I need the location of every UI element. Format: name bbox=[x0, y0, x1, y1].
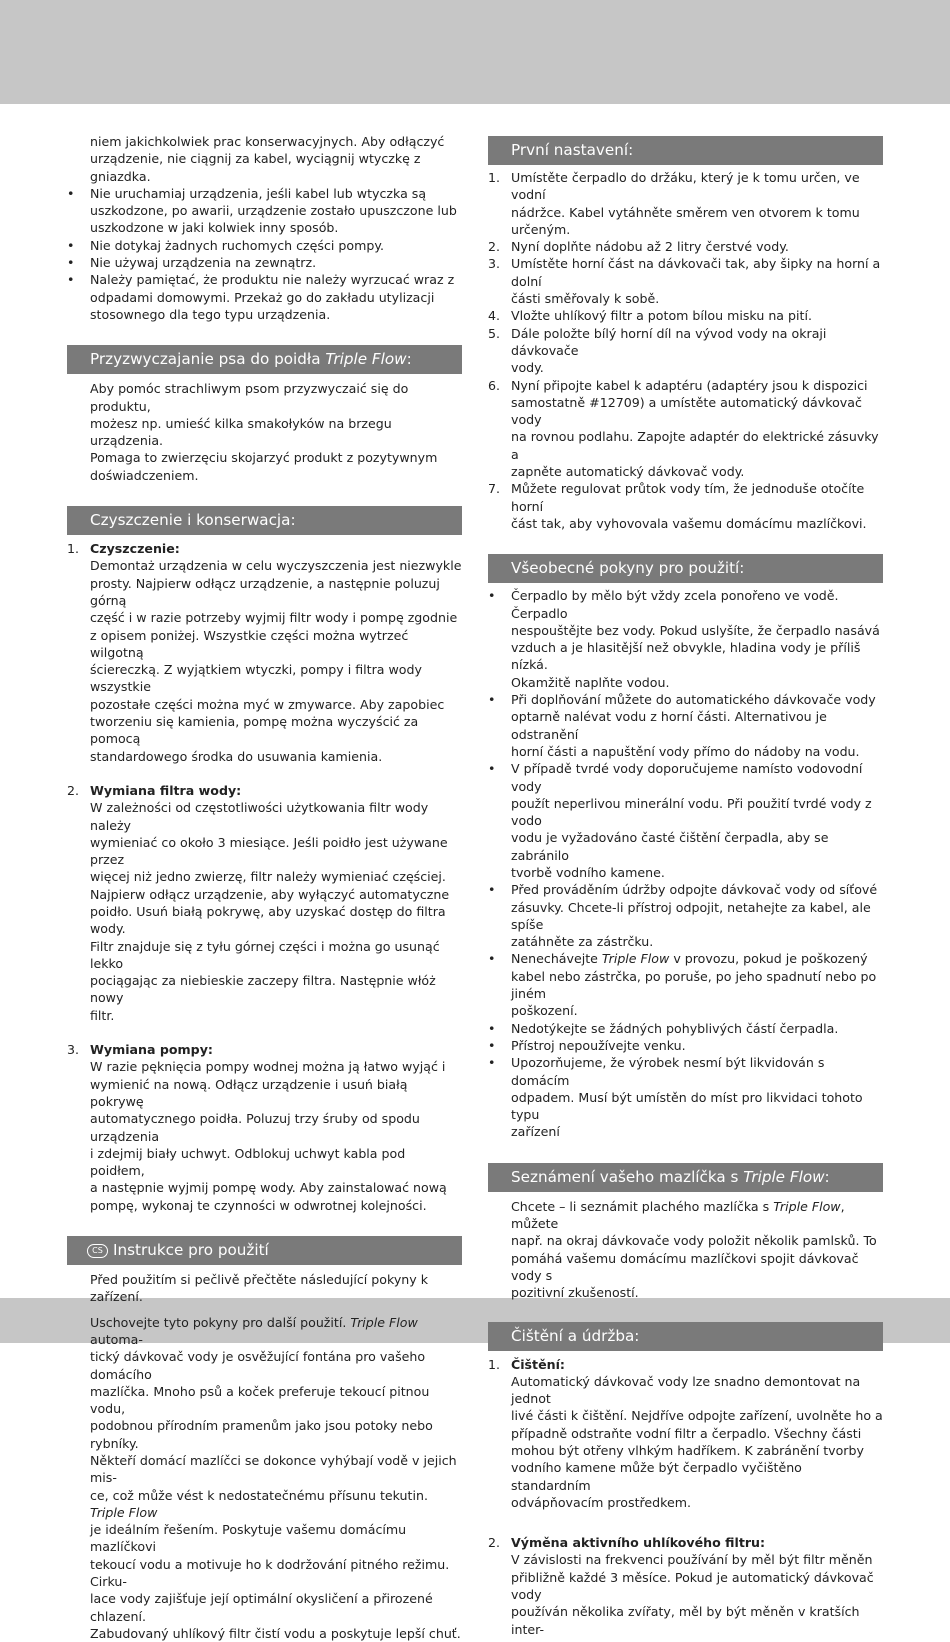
heading-suffix: : bbox=[824, 1167, 830, 1186]
item-number: 2. bbox=[67, 782, 80, 798]
text-line: • Nie uruchamiaj urządzenia, jeśli kabel lub wtyczka są bbox=[90, 185, 427, 201]
text-line: V závislosti na frekvenci používání by měl být filtr měněn bbox=[511, 1552, 873, 1568]
cs-intro bbox=[67, 1271, 462, 1642]
list-item bbox=[488, 760, 883, 881]
text-line: uszkodzone w jaki kolwiek inny sposób. bbox=[90, 220, 339, 236]
text-line: pociągając za niebieskie zaczepy filtra. Następnie włóż nowy bbox=[90, 973, 436, 1006]
text-line: automatycznego poidła. Poluzuj trzy śruby od spodu urządzenia bbox=[90, 1111, 420, 1144]
text-line: niem jakichkolwiek prac konserwacyjnych. Aby odłączyć bbox=[90, 134, 445, 149]
heading-suffix: : bbox=[406, 350, 412, 369]
list-item bbox=[488, 1356, 883, 1512]
text-line: použít neperlivou minerální vodu. Při použití tvrdé vody z vodo bbox=[511, 795, 872, 829]
text-line: např. na okraj dávkovače vody položit několik pamlsků. To bbox=[511, 1233, 877, 1249]
heading-text: Instrukce pro použití bbox=[113, 1241, 269, 1260]
text-line: • Nie dotykaj żadnych ruchomych części pompy. bbox=[90, 237, 385, 253]
text-line: z opisem poniżej. Wszystkie części można wytrzeć wilgotną bbox=[90, 627, 409, 660]
text-line: Můžete regulovat průtok vody tím, že jednoduše otočíte horní bbox=[511, 481, 865, 514]
text-line: zásuvky. Chcete-li přístroj odpojit, netahejte za kabel, ale spíše bbox=[511, 899, 871, 932]
text-line: Dále položte bílý horní díl na vývod vody na okraji dávkovače bbox=[511, 325, 827, 358]
list-item bbox=[488, 950, 883, 1019]
item-number: 1. bbox=[488, 170, 501, 185]
text-line: část tak, aby vyhovovala vašemu domácímu mazlíčkovi. bbox=[511, 515, 867, 531]
heading-text: První nastavení: bbox=[511, 141, 634, 159]
text-line: určeným. bbox=[511, 221, 571, 237]
text-line: livé části k čištění. Nejdříve odpojte zařízení, uvolněte ho a bbox=[511, 1408, 883, 1424]
heading-general-instructions bbox=[488, 554, 883, 583]
item-number: 5. bbox=[488, 325, 501, 341]
text-line: vodu je vyžadováno časté čištění čerpadla, aby se zabránilo bbox=[511, 830, 829, 863]
right-column bbox=[488, 136, 883, 1638]
list-item bbox=[67, 1041, 462, 1214]
list-item bbox=[488, 1037, 883, 1054]
text-line: zařízení bbox=[511, 1124, 560, 1140]
list-item bbox=[488, 377, 883, 481]
item-number: 1. bbox=[488, 1356, 501, 1372]
list-item bbox=[488, 1534, 883, 1638]
text-line: pozitivní zkušeností. bbox=[511, 1285, 639, 1301]
text-line: Demontaż urządzenia w celu wyczyszczenia jest niezwykle bbox=[90, 558, 462, 574]
text-line: uszkodzone, po awarii, urządzenie zostało upuszczone lub bbox=[90, 203, 457, 219]
heading-habituation bbox=[67, 345, 462, 374]
list-item bbox=[488, 325, 883, 377]
text-line: Někteří domácí mazlíčci se dokonce vyhýbají vodě v jejich mis- bbox=[90, 1453, 457, 1486]
text-line: wymieniać co około 3 miesiące. Jeśli poidło jest używane przez bbox=[90, 834, 448, 868]
text-line: • Čerpadlo by mělo být vždy zcela ponořeno ve vodě. Čerpadlo bbox=[511, 588, 839, 621]
text-line: tekoucí vodu a motivuje ho k dodržování pitného režimu. Cirku- bbox=[90, 1556, 450, 1590]
text-line: Automatický dávkovač vody lze snadno demontovat na jednot bbox=[511, 1373, 861, 1407]
text-line: • Nie używaj urządzenia na zewnątrz. bbox=[90, 255, 317, 271]
text-line: vodního kamene může být čerpadlo vyčištěno standardním bbox=[511, 1460, 802, 1493]
item-heading: Čištění: bbox=[511, 1356, 565, 1372]
text-line: nespouštějte bez vody. Pokud uslyšíte, že čerpadlo nasává bbox=[511, 622, 880, 638]
text-line: • Nedotýkejte se žádných pohyblivých částí čerpadla. bbox=[511, 1020, 839, 1036]
heading-introduce-pet bbox=[488, 1163, 883, 1192]
text-line: mazlíčka. Mnoho psů a koček preferuje tekoucí pitnou vodu, bbox=[90, 1383, 430, 1417]
text-line: tický dávkovač vody je osvěžující fontána pro vašeho domácího bbox=[90, 1349, 426, 1382]
text-line: wymienić na nową. Odłącz urządzenie i usuń białą pokrywę bbox=[90, 1076, 408, 1109]
heading-text: Všeobecné pokyny pro použití: bbox=[511, 559, 745, 578]
list-item bbox=[67, 782, 462, 1024]
safety-list bbox=[67, 185, 462, 323]
text-line: pompę, wykonaj te czynności w odwrotnej kolejności. bbox=[90, 1197, 427, 1213]
text-line: nádržce. Kabel vytáhněte směrem ven otvorem k tomu bbox=[511, 204, 860, 220]
list-item bbox=[67, 540, 462, 765]
item-number: 7. bbox=[488, 481, 501, 497]
left-column bbox=[67, 133, 462, 1642]
text-line: pomáhá vašemu domácímu mazlíčkovi spojit dávkovač vody s bbox=[511, 1250, 859, 1283]
heading-text: Przyzwyczajanie psa do poidła bbox=[90, 350, 326, 369]
cleaning-list bbox=[67, 540, 462, 1214]
text-line: samostatně #12709) a umístěte automatický dávkovač vody bbox=[511, 394, 862, 428]
text-line: możesz np. umieść kilka smakołyków na brzegu urządzenia. bbox=[90, 415, 392, 449]
general-list bbox=[488, 587, 883, 1141]
list-item bbox=[67, 237, 462, 254]
text-line: • Přístroj nepoužívejte venku. bbox=[511, 1037, 686, 1053]
text-line: zapněte automatický dávkovač vody. bbox=[511, 464, 745, 480]
item-number: 2. bbox=[488, 239, 501, 255]
top-band bbox=[0, 0, 950, 104]
text-line: odvápňovacím prostředkem. bbox=[511, 1494, 692, 1510]
text-line: doświadczeniem. bbox=[90, 467, 199, 483]
list-item bbox=[488, 238, 883, 255]
heading-text: Čištění a údržba: bbox=[511, 1326, 640, 1345]
text-line: optarně nalévat vodu z horní části. Alternativou je odstranění bbox=[511, 709, 827, 742]
text-line: části směřovaly k sobě. bbox=[511, 291, 660, 307]
text-line: vody. bbox=[511, 360, 544, 376]
text-line: Filtr znajduje się z tyłu górnej części i można go usunąć lekko bbox=[90, 938, 440, 971]
text-line: Umístěte horní část na dávkovači tak, aby šipky na horní a dolní bbox=[511, 256, 881, 289]
item-number: 4. bbox=[488, 308, 501, 324]
text-line: zatáhněte za zástrčku. bbox=[511, 934, 654, 950]
text-line: a następnie wyjmij pompę wody. Aby zainstalować nową bbox=[90, 1180, 447, 1196]
text-line: podobnou přírodním pramenům jako jsou potoky nebo rybníky. bbox=[90, 1418, 433, 1451]
setup-list bbox=[488, 169, 883, 532]
text-line: ce, což může vést k nedostatečnému přísunu tekutin. Triple Flow bbox=[90, 1487, 428, 1520]
text-line: poidło. Usuń białą pokrywę, aby uzyskać dostęp do filtra wody. bbox=[90, 903, 446, 937]
list-item bbox=[488, 307, 883, 324]
introduce-text bbox=[488, 1198, 883, 1302]
heading-care bbox=[488, 1322, 883, 1351]
text-line: więcej niż jedno zwierzę, filtr należy wymieniać częściej. bbox=[90, 869, 446, 885]
item-heading: Wymiana pompy: bbox=[90, 1042, 213, 1058]
text-line: poškození. bbox=[511, 1003, 578, 1019]
text-line: lace vody zajišťuje její optimální okysličení a přirozené chlazení. bbox=[90, 1591, 433, 1624]
text-line: filtr. bbox=[90, 1007, 115, 1023]
text-line: • Upozorňujeme, že výrobek nesmí být likvidován s domácím bbox=[511, 1055, 825, 1088]
text-line: přibližně každé 3 měsíce. Pokud je automatický dávkovač vody bbox=[511, 1569, 874, 1603]
text-line: kabel nebo zástrčka, po poruše, po jeho spadnutí nebo po jiném bbox=[511, 968, 877, 1002]
text-line: • Před prováděním údržby odpojte dávkovač vody od síťové bbox=[511, 882, 878, 898]
list-item bbox=[488, 255, 883, 307]
heading-italic: Triple Flow bbox=[325, 350, 407, 369]
text-line: Uschovejte tyto pokyny pro další použití. Triple Flow automa- bbox=[90, 1314, 418, 1347]
heading-first-setup bbox=[488, 136, 883, 165]
text-line: Nyní připojte kabel k adaptéru (adaptéry jsou k dispozici bbox=[511, 377, 868, 393]
language-badge: CS bbox=[87, 1244, 108, 1258]
heading-italic: Triple Flow bbox=[743, 1167, 825, 1186]
text-line: vzduch a je hlasitější než obvykle, hladina vody je příliš nízká. bbox=[511, 640, 861, 673]
text-line: stosownego dla tego typu urządzenia. bbox=[90, 306, 331, 322]
intro-continuation bbox=[67, 133, 462, 185]
text-line: pozostałe części można myć w zmywarce. Aby zapobiec bbox=[90, 696, 445, 712]
text-line: mohou být otřeny vlhkým hadříkem. K zabránění tvorby bbox=[511, 1443, 864, 1458]
item-number: 1. bbox=[67, 541, 80, 557]
text-line: Před použitím si pečlivě přečtěte následující pokyny k zařízení. bbox=[90, 1272, 429, 1305]
text-line: Zabudovaný uhlíkový filtr čistí vodu a poskytuje lepší chuť. bbox=[90, 1625, 461, 1641]
list-item bbox=[67, 271, 462, 323]
text-line: Pomaga to zwierzęciu skojarzyć produkt z pozytywnym bbox=[90, 450, 438, 466]
habituation-text bbox=[67, 380, 462, 484]
text-line: tworzeniu się kamienia, pompę można wyczyścić za pomocą bbox=[90, 714, 419, 747]
text-line: odpadami domowymi. Przekaż go do zakładu utylizacji bbox=[90, 289, 435, 305]
text-line: tvorbě vodního kamene. bbox=[511, 864, 665, 880]
list-item bbox=[67, 185, 462, 237]
item-heading: Czyszczenie: bbox=[90, 541, 180, 557]
text-line: • Při doplňování můžete do automatického dávkovače vody bbox=[511, 692, 876, 708]
list-item bbox=[488, 881, 883, 950]
text-line: W razie pęknięcia pompy wodnej można ją łatwo wyjąć i bbox=[90, 1059, 446, 1075]
text-line: • Nenechávejte Triple Flow v provozu, pokud je poškozený bbox=[511, 951, 868, 967]
item-number: 2. bbox=[488, 1535, 501, 1551]
cs-paragraph bbox=[90, 1314, 462, 1642]
care-list bbox=[488, 1356, 883, 1638]
list-item bbox=[67, 254, 462, 271]
list-item bbox=[488, 1054, 883, 1140]
text-line: W zależności od częstotliwości użytkowania filtr wody należy bbox=[90, 800, 429, 833]
text-line: Nyní doplňte nádobu až 2 litry čerstvé vody. bbox=[511, 239, 789, 255]
text-line: horní části a napuštění vody přímo do nádoby na vodu. bbox=[511, 743, 860, 759]
heading-text: Czyszczenie i konserwacja: bbox=[90, 511, 296, 530]
list-item bbox=[488, 587, 883, 691]
item-number: 3. bbox=[488, 256, 501, 272]
list-item bbox=[488, 691, 883, 760]
text-line: • Należy pamiętać, że produktu nie należy wyrzucać wraz z bbox=[90, 272, 455, 288]
text-line: Najpierw odłącz urządzenie, aby wyłączyć automatyczne bbox=[90, 886, 450, 902]
text-line: používán několika zvířaty, měl by být měněn v kratších inter- bbox=[511, 1604, 860, 1637]
text-line: případně odstraňte vodní filtr a čerpadlo. Všechny části bbox=[511, 1425, 862, 1441]
heading-cleaning bbox=[67, 506, 462, 535]
item-heading: Výměna aktivního uhlíkového filtru: bbox=[511, 1535, 766, 1551]
list-item bbox=[488, 1020, 883, 1037]
text-line: je ideálním řešením. Poskytuje vašemu domácímu mazlíčkovi bbox=[90, 1522, 407, 1555]
text-line: Vložte uhlíkový filtr a potom bílou misku na pití. bbox=[511, 308, 812, 324]
text-line: odpadem. Musí být umístěn do míst pro likvidaci tohoto typu bbox=[511, 1089, 863, 1123]
list-item bbox=[488, 169, 883, 238]
item-number: 3. bbox=[67, 1042, 80, 1058]
text-line: Okamžitě naplňte vodou. bbox=[511, 674, 670, 690]
heading-cs-instructions bbox=[67, 1236, 462, 1265]
heading-text: Seznámení vašeho mazlíčka s bbox=[511, 1167, 744, 1186]
text-line: część i w razie potrzeby wyjmij filtr wody i pompę zgodnie bbox=[90, 610, 458, 626]
text-line: • V případě tvrdé vody doporučujeme namísto vodovodní vody bbox=[511, 761, 863, 794]
text-line: standardowego środka do usuwania kamienia. bbox=[90, 748, 383, 764]
text-line: Aby pomóc strachliwym psom przyzwyczaić się do produktu, bbox=[90, 381, 409, 414]
text-line: i zdejmij biały uchwyt. Odblokuj uchwyt kabla pod poidłem, bbox=[90, 1145, 406, 1179]
text-line: ściereczką. Z wyjątkiem wtyczki, pompy i filtra wody wszystkie bbox=[90, 662, 422, 695]
text-line: prosty. Najpierw odłącz urządzenie, a następnie poluzuj górną bbox=[90, 575, 440, 608]
list-item bbox=[488, 480, 883, 532]
text-line: Umístěte čerpadlo do držáku, který je k tomu určen, ve vodní bbox=[511, 170, 860, 203]
text-line: urządzenie, nie ciągnij za kabel, wyciągnij wtyczkę z gniazdka. bbox=[90, 151, 421, 184]
text-line: na rovnou podlahu. Zapojte adaptér do elektrické zásuvky a bbox=[511, 429, 879, 462]
text-line: Chcete – li seznámit plachého mazlíčka s Triple Flow, můžete bbox=[511, 1198, 845, 1232]
item-heading: Wymiana filtra wody: bbox=[90, 782, 242, 798]
item-number: 6. bbox=[488, 377, 501, 393]
